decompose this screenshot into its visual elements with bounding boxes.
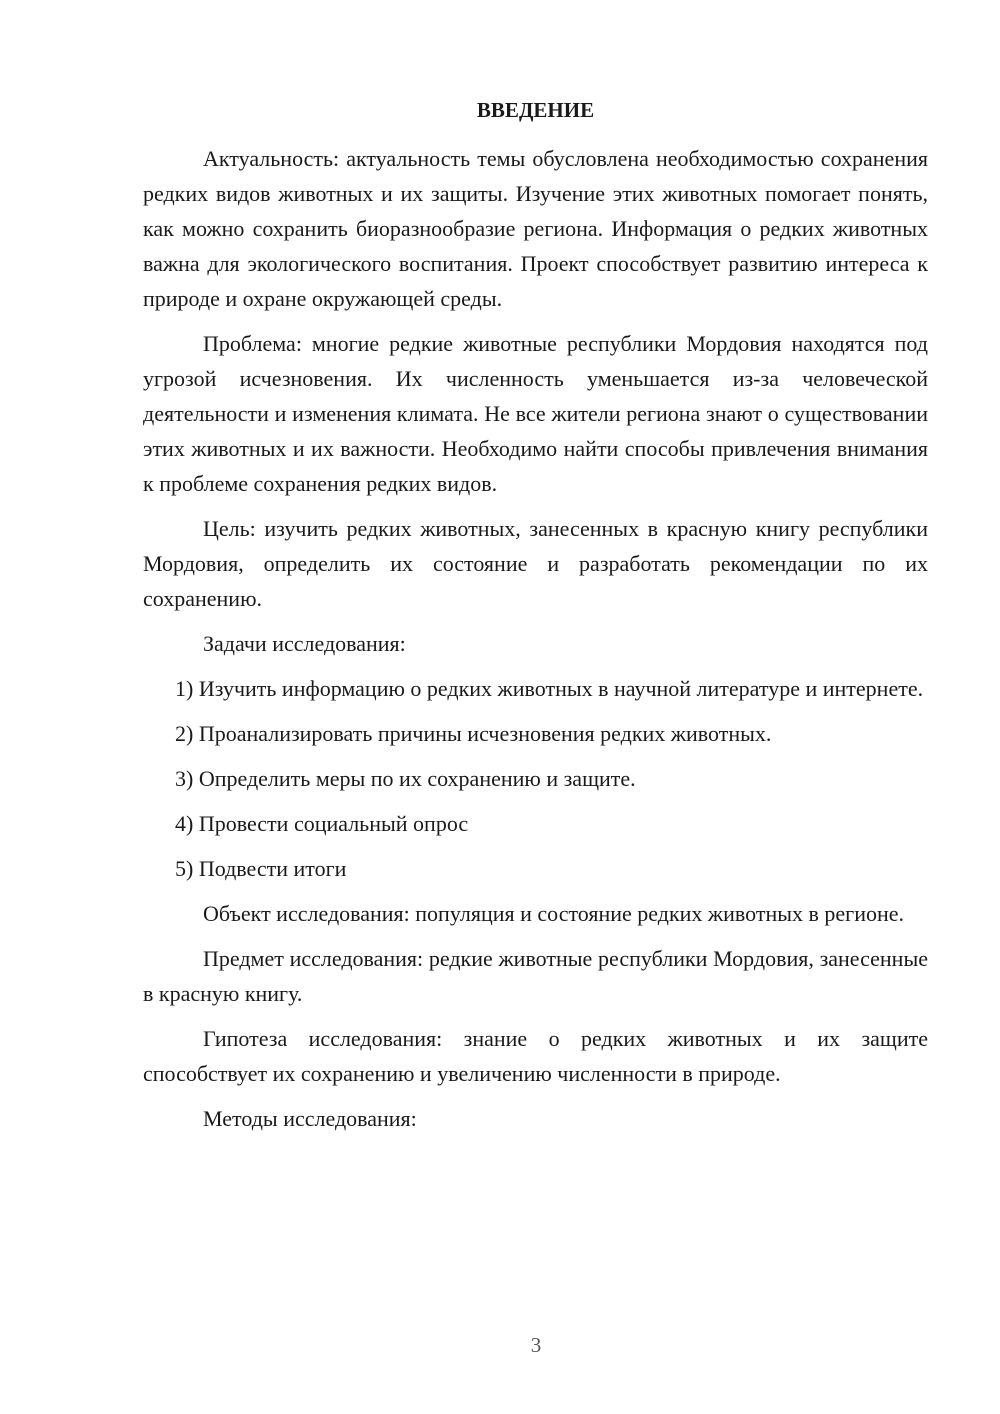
goal-paragraph: Цель: изучить редких животных, занесенных в красную книгу республики Мордовия, определить их состояние и разработать рекомендации по их сохранению. <box>143 516 928 611</box>
subject-paragraph: Предмет исследования: редкие животные республики Мордовия, занесенные в красную книгу. <box>143 946 928 1006</box>
relevance-paragraph: Актуальность: актуальность темы обусловлена необходимостью сохранения редких видов животных и их защиты. Изучение этих животных помогает понять, как можно сохранить биоразнообразие региона. Информация о редких животных важна для экологического воспитания. Проект способствует развитию интереса к природе и охране окружающей среды. <box>143 146 928 311</box>
task-item-2: 2) Проанализировать причины исчезновения редких животных. <box>175 721 772 746</box>
tasks-heading: Задачи исследования: <box>203 631 406 656</box>
task-item-1: 1) Изучить информацию о редких животных в научной литературе и интернете. <box>175 676 924 701</box>
problem-paragraph: Проблема: многие редкие животные республики Мордовия находятся под угрозой исчезновения. Их численность уменьшается из-за человеческой деятельности и изменения климата. Не все жители региона знают о существовании этих животных и их важности. Необходимо найти способы привлечения внимания к проблеме сохранения редких видов. <box>143 331 928 496</box>
task-item-3: 3) Определить меры по их сохранению и защите. <box>175 766 636 791</box>
section-title: ВВЕДЕНИЕ <box>476 98 595 122</box>
task-item-4: 4) Провести социальный опрос <box>175 811 469 836</box>
hypothesis-paragraph: Гипотеза исследования: знание о редких животных и их защите способствует их сохранению и увеличению численности в природе. <box>143 1026 928 1086</box>
object-paragraph: Объект исследования: популяция и состояние редких животных в регионе. <box>203 901 905 926</box>
document-page <box>143 95 928 1136</box>
task-item-5: 5) Подвести итоги <box>175 856 347 881</box>
page-number: 3 <box>530 1333 542 1357</box>
methods-heading: Методы исследования: <box>203 1106 417 1131</box>
